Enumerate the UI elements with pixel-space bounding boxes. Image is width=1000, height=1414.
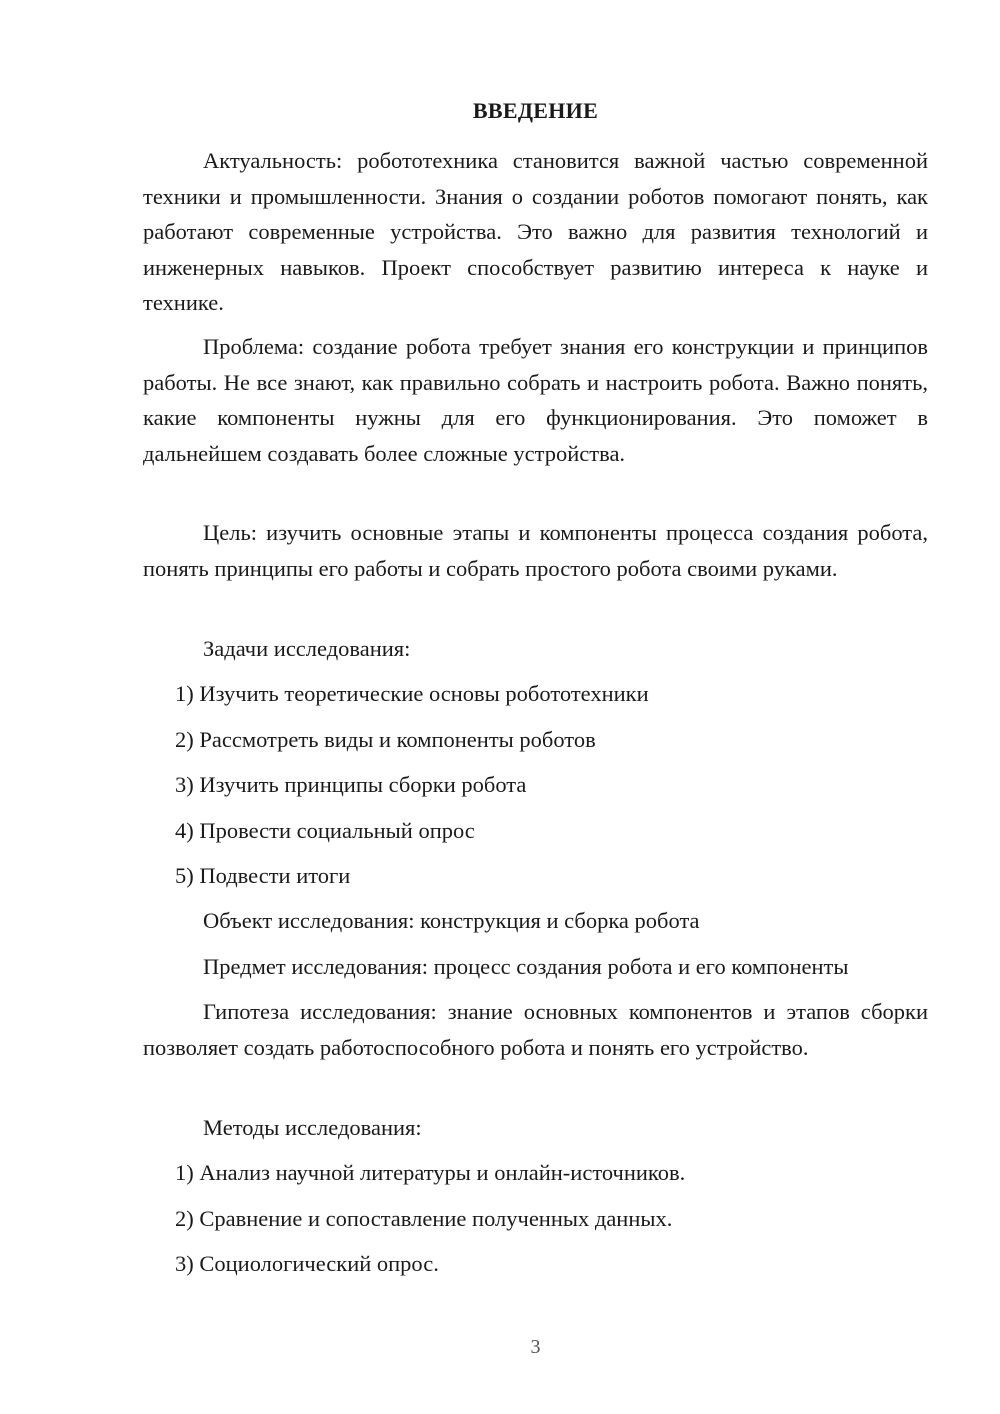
method-item: 2) Сравнение и сопоставление полученных данных. <box>175 1206 673 1231</box>
task-item: 1) Изучить теоретические основы робототехники <box>175 681 649 706</box>
document-page <box>143 0 928 1414</box>
method-item: 3) Социологический опрос. <box>175 1251 439 1276</box>
paragraph-problem: Проблема: создание робота требует знания его конструкции и принципов работы. Не все знают, как правильно собрать и настроить робота. Важно понять, какие компоненты нужны для его функционирования. Это поможет в дальнейшем создавать более сложные устройства. <box>143 334 928 466</box>
task-item: 2) Рассмотреть виды и компоненты роботов <box>175 727 596 752</box>
paragraph-hypothesis: Гипотеза исследования: знание основных компонентов и этапов сборки позволяет создать работоспособного робота и понять его устройство. <box>143 999 928 1060</box>
method-item: 1) Анализ научной литературы и онлайн-источников. <box>175 1160 686 1185</box>
page-number: 3 <box>530 1336 541 1358</box>
task-item: 4) Провести социальный опрос <box>175 818 475 843</box>
section-title: ВВЕДЕНИЕ <box>472 98 599 123</box>
methods-heading: Методы исследования: <box>203 1115 422 1140</box>
tasks-heading: Задачи исследования: <box>203 636 411 661</box>
task-item: 5) Подвести итоги <box>175 863 351 888</box>
paragraph-relevance: Актуальность: робототехника становится важной частью современной техники и промышленности. Знания о создании роботов помогают понять, как работают современные устройства. Это важно для развития технологий и инженерных навыков. Проект способствует развитию интереса к науке и технике. <box>143 148 928 315</box>
research-object: Объект исследования: конструкция и сборка робота <box>203 908 700 933</box>
paragraph-goal: Цель: изучить основные этапы и компоненты процесса создания робота, понять принципы его работы и собрать простого робота своими руками. <box>143 520 928 581</box>
task-item: 3) Изучить принципы сборки робота <box>175 772 527 797</box>
research-subject: Предмет исследования: процесс создания робота и его компоненты <box>203 954 849 979</box>
